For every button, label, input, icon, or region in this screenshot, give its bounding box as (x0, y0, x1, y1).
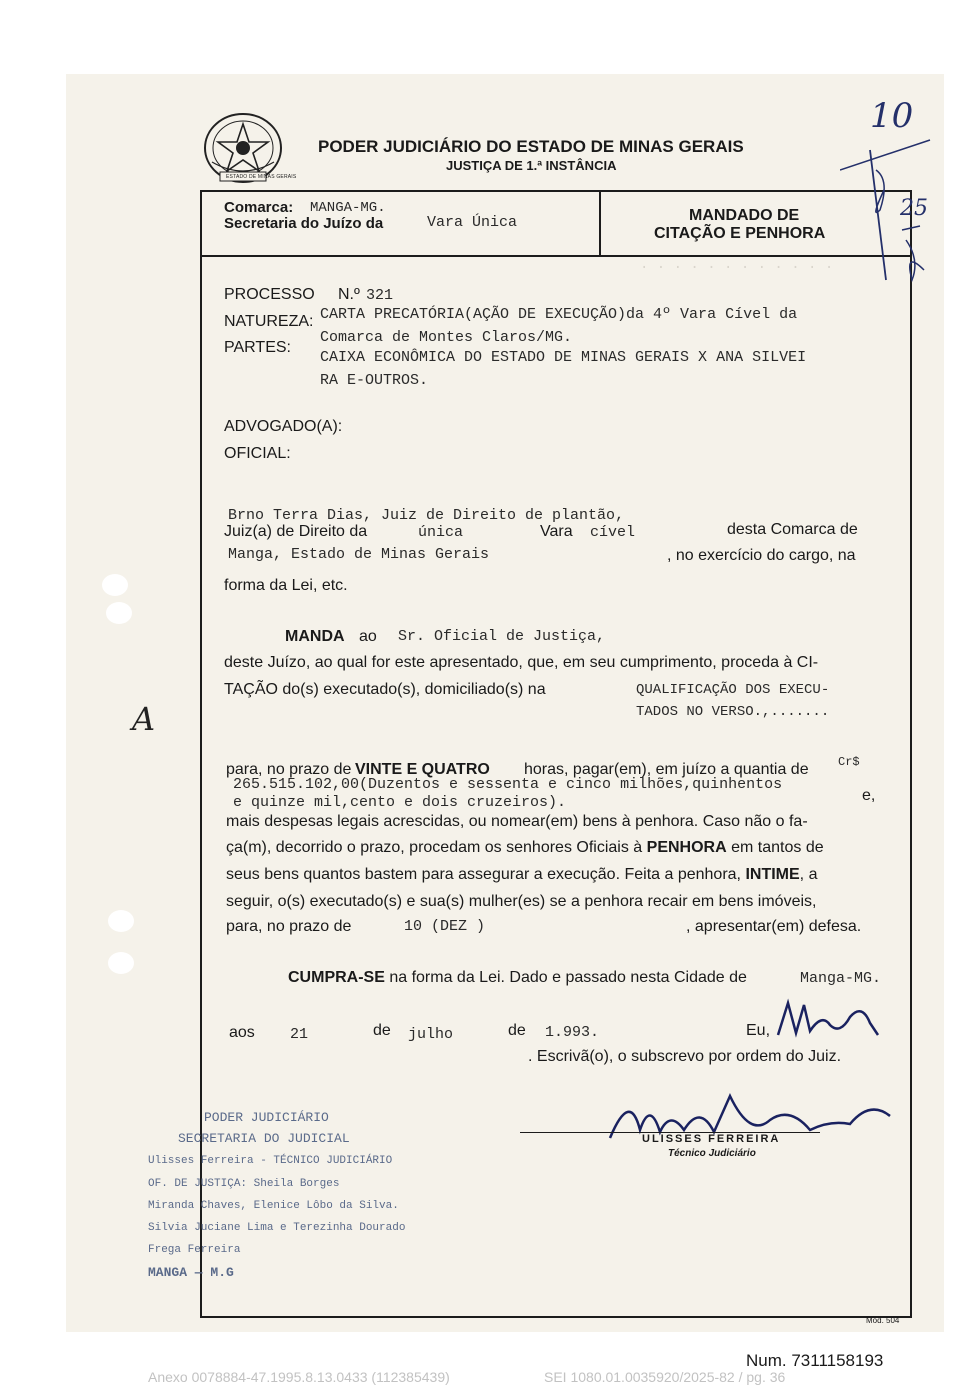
vara-label: Vara (540, 523, 573, 540)
decorrido-b: em tantos de (731, 839, 824, 856)
margin-scribble (840, 130, 940, 290)
cumpra-line (288, 969, 747, 987)
vara-value: única (418, 524, 464, 541)
de-label-1: de (373, 1022, 391, 1039)
bleed-through: · · · · · · · · · · · · (640, 260, 834, 276)
margin-letter: A (132, 700, 156, 738)
aos-label: aos (229, 1024, 255, 1041)
comarca-city: Manga, Estado de Minas Gerais (228, 546, 490, 563)
prazo-value: 10 (DEZ ) (404, 918, 486, 935)
forma-lei: forma da Lei, etc. (224, 577, 348, 594)
stamp-line-3: Ulisses Ferreira - TÉCNICO JUDICIÁRIO (148, 1155, 393, 1167)
penhora-bold: PENHORA (646, 839, 727, 856)
partes-label: PARTES: (224, 339, 291, 356)
desta-comarca: desta Comarca de (727, 521, 858, 538)
amount-1: 265.515.102,00(Duzentos e sessenta e cinco milhões,quinhentos (233, 776, 783, 793)
stamp-line-4: OF. DE JUSTIÇA: Sheila Borges (148, 1178, 340, 1190)
cumpra-rest: na forma da Lei. Dado e passado nesta Cidade de (389, 969, 747, 986)
num-label: Num. 7311158193 (746, 1351, 884, 1370)
natureza-value-1: CARTA PRECATÓRIA(AÇÃO DE EXECUÇÃO)da 4º Vara Cível da (320, 306, 798, 323)
punch-hole (108, 910, 134, 932)
stamp-line-2: SECRETARIA DO JUDICIAL (178, 1131, 350, 1146)
ano-value: 1.993. (545, 1024, 600, 1041)
eu-label: Eu, (746, 1022, 771, 1039)
processo-number: 321 (366, 287, 394, 304)
frame-box-divider (599, 190, 601, 256)
punch-hole (102, 574, 128, 596)
secretaria-value: Vara Única (427, 214, 518, 231)
intime-bold: INTIME (745, 866, 800, 883)
processo-label: PROCESSO (224, 286, 315, 303)
doc-type-line2: CITAÇÃO E PENHORA (654, 225, 826, 242)
stamp-line-1: PODER JUDICIÁRIO (204, 1110, 329, 1125)
body-line-citacao: TAÇÃO do(s) executado(s), domiciliado(s) na (224, 681, 546, 698)
partes-value-1: CAIXA ECONÔMICA DO ESTADO DE MINAS GERAIS X ANA SILVEI (320, 349, 807, 366)
oficial-label: OFICIAL: (224, 445, 291, 462)
para-prazo-de: para, no prazo de (226, 918, 352, 935)
page-number-annotation: 10 (870, 96, 914, 136)
decorrido-a: ça(m), decorrido o prazo, procedam os senhores Oficiais à (226, 839, 643, 856)
e-comma: e, (862, 787, 876, 804)
stamp-line-8: MANGA — M.G (148, 1265, 234, 1280)
margin-mark: 25 (900, 196, 928, 221)
body-line-juizo: deste Juízo, ao qual for este apresentado, que, em seu cumprimento, proceda à CI- (224, 654, 819, 671)
bens-b: , a (799, 866, 818, 883)
signature-name: ULISSES FERREIRA (642, 1133, 781, 1145)
exercicio-text: , no exercício do cargo, na (667, 547, 856, 564)
court-title: PODER JUDICIÁRIO DO ESTADO DE MINAS GERAIS (318, 137, 744, 156)
anexo-label: Anexo 0078884-47.1995.8.13.0433 (112385439) (148, 1369, 450, 1385)
doc-type-line1: MANDADO DE (689, 207, 800, 224)
stamp-line-6: Silvia Juciane Lima e Terezinha Dourado (148, 1222, 406, 1234)
body-line-seguir: seguir, o(s) executado(s) e sua(s) mulher(es) se a penhora recair em bens imóveis, (226, 893, 817, 910)
escriva-line: . Escrivã(o), o subscrevo por ordem do Juiz. (528, 1048, 842, 1065)
comarca-value: MANGA-MG. (310, 200, 386, 216)
natureza-label: NATUREZA: (224, 313, 314, 330)
juiz-label: Juiz(a) de Direito da (224, 523, 368, 540)
frame-right (910, 190, 912, 1318)
de-label-2: de (508, 1022, 526, 1039)
currency: Cr$ (838, 755, 860, 769)
civel-value: cível (590, 524, 636, 541)
sei-label: SEI 1080.01.0035920/2025-82 / pg. 36 (544, 1369, 786, 1385)
manda-label: MANDA (285, 628, 345, 645)
stamp-line-5: Miranda Chaves, Elenice Lôbo da Silva. (148, 1200, 399, 1212)
punch-hole (106, 602, 132, 624)
court-subtitle: JUSTIÇA DE 1.ª INSTÂNCIA (446, 158, 617, 173)
signature-role: Técnico Judiciário (668, 1148, 756, 1159)
secretaria-label: Secretaria do Juízo da (224, 215, 384, 232)
bens-a: seus bens quantos bastem para assegurar a execução. Feita a penhora, (226, 866, 741, 883)
frame-bottom (200, 1316, 912, 1318)
seal-text: ESTADO DE MINAS GERAIS (226, 174, 297, 180)
vinte-quatro: VINTE E QUATRO (355, 761, 490, 778)
escriva-signature (770, 995, 890, 1045)
cidade-value: Manga-MG. (800, 970, 882, 987)
natureza-value-2: Comarca de Montes Claros/MG. (320, 329, 573, 346)
frame-left (200, 190, 202, 1318)
oficial-justica: Sr. Oficial de Justiça, (398, 628, 606, 645)
comarca-label: Comarca: (224, 199, 294, 216)
numero-label: N.º (338, 286, 360, 303)
punch-hole (108, 952, 134, 974)
judge-name: Brno Terra Dias, Juiz de Direito de plantão, (228, 507, 625, 524)
qualificacao-2: TADOS NO VERSO.,....... (636, 704, 830, 720)
horas-pagar: horas, pagar(em), em juízo a quantia de (524, 761, 809, 778)
para-prazo: para, no prazo de (226, 761, 352, 778)
apresentar-defesa: , apresentar(em) defesa. (686, 918, 862, 935)
mes-value: julho (408, 1026, 454, 1043)
stamp-line-7: Frega Ferreira (148, 1244, 241, 1256)
partes-value-2: RA E-OUTROS. (320, 372, 429, 389)
dia-value: 21 (290, 1026, 309, 1043)
manda-ao: ao (359, 628, 377, 645)
body-line-decorrido (226, 839, 824, 857)
frame-box-bottom (200, 255, 912, 257)
cumpra-bold: CUMPRA-SE (288, 969, 385, 986)
advogado-label: ADVOGADO(A): (224, 418, 343, 435)
qualificacao-1: QUALIFICAÇÃO DOS EXECU- (636, 682, 830, 698)
frame-top (200, 190, 912, 192)
mod-label: Mod. 504 (866, 1316, 900, 1325)
body-line-despesas: mais despesas legais acrescidas, ou nomear(em) bens à penhora. Caso não o fa- (226, 813, 808, 830)
body-line-bens (226, 866, 817, 884)
amount-2: e quinze mil,cento e dois cruzeiros). (233, 794, 567, 811)
